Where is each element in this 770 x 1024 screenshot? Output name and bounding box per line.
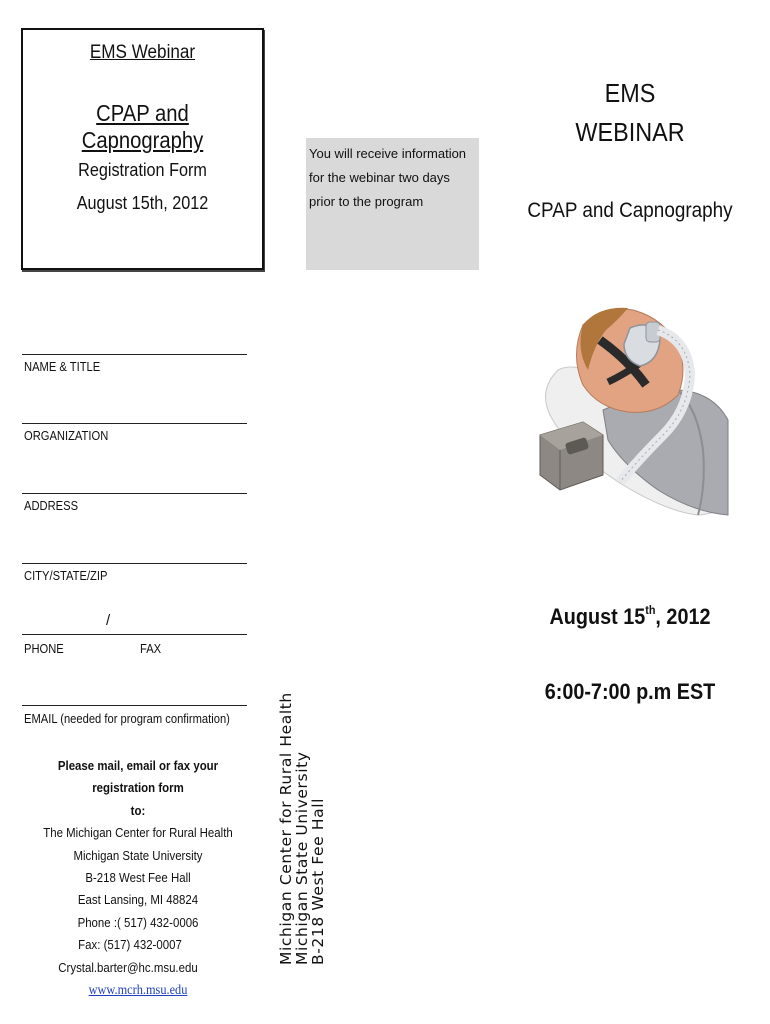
email-label: EMAIL (needed for program confirmation) — [24, 711, 230, 726]
ems-heading: EMS — [604, 78, 656, 108]
name-line[interactable] — [22, 354, 247, 355]
mail-city: East Lansing, MI 48824 — [77, 892, 199, 908]
cpap-patient-illustration — [528, 300, 730, 525]
webinar-heading: WEBINAR — [575, 117, 685, 147]
info-box — [306, 138, 479, 270]
website-link[interactable]: www.mcrh.msu.edu — [88, 983, 188, 999]
mail-phone: Phone :( 517) 432-0006 — [77, 914, 199, 930]
info-text: You will receive information for the webinar two days prior to the program — [309, 146, 467, 209]
mail-fax: Fax: (517) 432-0007 — [78, 937, 182, 953]
topic-heading: CPAP and Capnography — [527, 199, 733, 222]
address-label: ADDRESS — [24, 498, 79, 513]
rotated-line-1: Michigan Center for Rural Health — [277, 692, 295, 965]
address-line[interactable] — [22, 493, 247, 494]
title-date: August 15th, 2012 — [76, 193, 209, 213]
title-box — [21, 28, 264, 270]
fax-label: FAX — [140, 641, 162, 656]
title-topic: CPAP and Capnography — [81, 100, 204, 153]
phone-label: PHONE — [24, 641, 64, 656]
organization-label: ORGANIZATION — [24, 428, 109, 443]
mail-university: Michigan State University — [73, 847, 203, 863]
mail-instruction: Please mail, email or fax your registration form — [57, 758, 219, 796]
event-date-suffix: , 2012 — [655, 604, 711, 629]
mailing-block — [22, 755, 254, 1002]
event-time: 6:00-7:00 p.m EST — [544, 679, 716, 704]
mail-email[interactable]: Crystal.barter@hc.msu.edu — [58, 959, 198, 975]
title-ems-webinar: EMS Webinar — [89, 42, 196, 63]
mail-instruction-to: to: — [130, 802, 146, 818]
organization-line[interactable] — [22, 423, 247, 424]
event-date-sup: th — [645, 603, 656, 617]
city-state-zip-label: CITY/STATE/ZIP — [24, 568, 108, 583]
city-line[interactable] — [22, 563, 247, 564]
rotated-address — [278, 645, 338, 965]
title-registration-form: Registration Form — [78, 160, 207, 180]
email-line[interactable] — [22, 705, 247, 706]
event-date-prefix: August 15 — [549, 604, 646, 629]
name-title-label: NAME & TITLE — [24, 359, 101, 374]
mail-org: The Michigan Center for Rural Health — [43, 825, 233, 841]
mail-street: B-218 West Fee Hall — [85, 870, 191, 886]
rotated-line-3: B-218 West Fee Hall — [309, 797, 327, 965]
phone-fax-line[interactable] — [22, 634, 247, 635]
rotated-line-2: Michigan State University — [293, 751, 311, 965]
phone-fax-slash: / — [106, 612, 111, 629]
event-date — [513, 603, 747, 630]
